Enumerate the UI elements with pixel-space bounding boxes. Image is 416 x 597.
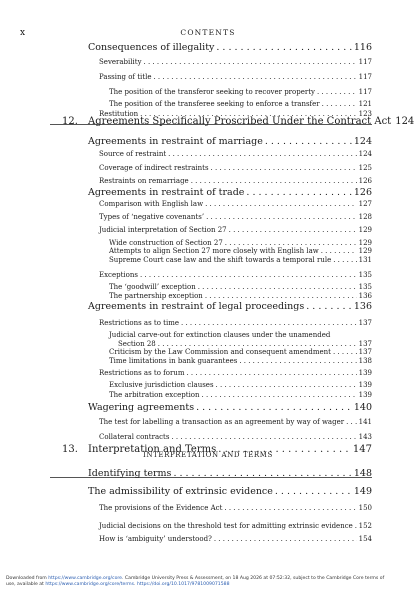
toc-entry[interactable] [99, 164, 372, 172]
toc-entry-title: How is ‘ambiguity’ understood? [99, 535, 212, 543]
page-number: x [20, 28, 26, 38]
toc-entry-page: 137 [358, 348, 372, 356]
footer-link-doi[interactable]: https://doi.org/10.1017/9781009071588 [136, 582, 230, 587]
dot-leader [171, 433, 356, 441]
dot-leader [168, 150, 356, 158]
toc-entry-page: 135 [358, 271, 372, 279]
dot-leader [317, 88, 357, 96]
toc-entry-page: 139 [358, 369, 372, 377]
dot-leader [265, 136, 352, 147]
toc-entry-title: Collateral contracts [99, 433, 170, 441]
toc-entry-title: Identifying terms [88, 468, 172, 479]
toc-chapter[interactable] [62, 444, 372, 455]
toc-entry[interactable] [88, 301, 372, 312]
toc-entry-page: 126 [353, 187, 372, 198]
toc-entry[interactable] [99, 226, 372, 234]
dot-leader [224, 504, 356, 512]
toc-entry[interactable] [109, 348, 372, 356]
toc-entry-page: 139 [358, 391, 372, 399]
dot-leader [214, 535, 357, 543]
dot-leader [218, 444, 351, 455]
dot-leader [216, 381, 357, 389]
toc-entry-title: The position of the transferor seeking to recover property [109, 88, 315, 96]
toc-entry[interactable] [88, 42, 372, 53]
toc-entry-page: 117 [358, 88, 372, 96]
dot-leader [333, 348, 357, 356]
dot-leader [321, 247, 357, 255]
toc-entry-page: 135 [358, 283, 372, 291]
toc-entry-title: Exceptions [99, 271, 138, 279]
toc-entry[interactable] [99, 213, 372, 221]
toc-entry[interactable] [99, 58, 372, 66]
dot-leader [346, 418, 357, 426]
dot-leader [158, 340, 357, 348]
toc-entry[interactable] [109, 239, 372, 247]
toc-entry-page: 143 [358, 433, 372, 441]
toc-entry-page: 138 [358, 357, 372, 365]
toc-entry-title: Consequences of illegality [88, 42, 215, 53]
toc-entry-title: Time limitations in bank guarantees [109, 357, 238, 365]
toc-entry[interactable] [109, 88, 372, 96]
toc-entry[interactable] [88, 468, 372, 479]
toc-entry-title: Restrictions as to forum [99, 369, 185, 377]
dot-leader [153, 73, 356, 81]
toc-entry-title [62, 444, 216, 455]
toc-entry-page: 150 [358, 504, 372, 512]
dot-leader [333, 256, 356, 264]
dot-leader [306, 301, 352, 312]
footer-link-terms[interactable]: https://www.cambridge.org/core/terms [45, 582, 135, 587]
toc-entry[interactable] [109, 391, 372, 399]
toc-entry[interactable] [109, 381, 372, 389]
toc-entry-page: 141 [358, 418, 372, 426]
toc-entry-title: Section 28 [118, 340, 156, 348]
toc-entry-title: The provisions of the Evidence Act [99, 504, 223, 512]
running-head: CONTENTS [180, 28, 236, 37]
dot-leader [198, 283, 357, 291]
toc-entry-page: 136 [353, 301, 372, 312]
dot-leader [144, 58, 357, 66]
dot-leader [181, 319, 357, 327]
toc-entry-page: 137 [358, 319, 372, 327]
toc-entry[interactable] [88, 486, 372, 497]
toc-entry-title-line1: Judicial carve-out for extinction clauses under the unamended [109, 331, 331, 339]
toc-entry-title [62, 116, 391, 127]
toc-entry-page: 148 [353, 468, 372, 479]
footer-text: Downloaded from [6, 576, 49, 581]
toc-entry[interactable] [99, 433, 372, 441]
toc-entry-page: 129 [358, 247, 372, 255]
toc-entry-title: Restitution [99, 110, 139, 118]
toc-entry-title: Judicial interpretation of Section 27 [99, 226, 227, 234]
toc-entry-title: Supreme Court case law and the shift towards a temporal rule [109, 256, 332, 264]
footer-link-core[interactable]: https://www.cambridge.org/core [48, 576, 123, 581]
dot-leader [202, 391, 357, 399]
dot-leader [216, 42, 351, 53]
toc-entry-title: Restrictions as to time [99, 319, 179, 327]
footer-text: . Cambridge University Press & Assessment, on 18 Aug 2026 at 07:52:32, subject to the Cambridge Core terms of [122, 576, 385, 581]
toc-entry[interactable] [99, 535, 372, 543]
footer-text: . [134, 582, 137, 587]
toc-entry[interactable] [99, 319, 372, 327]
toc-entry-page: 123 [358, 110, 372, 118]
chapter-number: 12. [62, 116, 78, 127]
toc-entry[interactable] [109, 256, 372, 264]
toc-entry[interactable] [99, 73, 372, 81]
toc-entry-page: 154 [358, 535, 372, 543]
toc-entry-title: The partnership exception [109, 292, 203, 300]
toc-entry-title: The test for labelling a transaction as an agreement by way of wager [99, 418, 345, 426]
toc-entry-title: Coverage of indirect restraints [99, 164, 209, 172]
toc-entry-page: 139 [358, 381, 372, 389]
toc-entry-page: 127 [358, 200, 372, 208]
toc-entry[interactable] [99, 150, 372, 158]
toc-entry-page: 149 [353, 486, 372, 497]
toc-entry-title: Attempts to align Section 27 more closely with English law [109, 247, 319, 255]
toc-entry[interactable] [88, 402, 372, 413]
dot-leader [246, 187, 351, 198]
toc-entry[interactable] [99, 369, 372, 377]
toc-entry[interactable] [109, 247, 372, 255]
chapter-title: Interpretation and Terms [88, 444, 217, 455]
toc-entry[interactable] [99, 418, 372, 426]
dot-leader [355, 522, 357, 530]
toc-entry[interactable] [99, 271, 372, 279]
toc-chapter[interactable] [62, 116, 415, 127]
toc-entry-title: Agreements in restraint of legal proceedings [88, 301, 305, 312]
toc-entry-page: 121 [358, 100, 372, 108]
toc-entry-page: 131 [358, 256, 372, 264]
toc-entry-page: 152 [358, 522, 372, 530]
toc-entry-page: 124 [395, 116, 415, 127]
toc-entry-title: Judicial decisions on the threshold test for admitting extrinsic evidence [99, 522, 353, 530]
toc-entry-title: The ‘goodwill’ exception [109, 283, 196, 291]
toc-entry[interactable] [109, 100, 372, 108]
dot-leader [322, 100, 357, 108]
toc-entry-page: 129 [358, 226, 372, 234]
toc-entry-title: Source of restraint [99, 150, 167, 158]
toc-entry-title: Passing of title [99, 73, 152, 81]
dot-leader [186, 369, 356, 377]
toc-entry-title: Restraints on remarriage [99, 177, 189, 185]
toc-entry[interactable] [109, 283, 372, 291]
toc-entry-page: 129 [358, 239, 372, 247]
chapter-title: Agreements Specifically Proscribed Under the Contract Act [88, 116, 392, 127]
toc-entry-title: Exclusive jurisdiction clauses [109, 381, 214, 389]
footer-text: use, available at [6, 582, 46, 587]
toc-entry-page: 124 [358, 150, 372, 158]
toc-entry[interactable] [99, 522, 372, 530]
toc-entry-title: Agreements in restraint of marriage [88, 136, 263, 147]
dot-leader [225, 239, 357, 247]
dot-leader [196, 402, 352, 413]
toc-entry-page: 117 [358, 58, 372, 66]
chapter-number: 13. [62, 444, 78, 455]
toc-entry-page: 140 [353, 402, 372, 413]
toc-entry-title: Comparison with English law [99, 200, 204, 208]
toc-entry[interactable] [88, 136, 372, 147]
toc-entry-page: 125 [358, 164, 372, 172]
toc-entry[interactable] [118, 340, 372, 348]
dot-leader [173, 468, 351, 479]
toc-entry-title: The position of the transferee seeking to enforce a transfer [109, 100, 320, 108]
toc-entry-title: Types of ‘negative covenants’ [99, 213, 205, 221]
dot-leader [205, 200, 357, 208]
toc-entry-page: 124 [353, 136, 372, 147]
toc-entry-page: 136 [358, 292, 372, 300]
toc-entry-page: 117 [358, 73, 372, 81]
toc-entry[interactable] [109, 292, 372, 300]
download-footer [6, 576, 412, 588]
toc-entry-page: 126 [358, 177, 372, 185]
toc-entry-title: Agreements in restraint of trade [88, 187, 245, 198]
toc-entry-title: Criticism by the Law Commission and consequent amendment [109, 348, 331, 356]
toc-entry-title: The admissibility of extrinsic evidence [88, 486, 273, 497]
toc-entry-page: 128 [358, 213, 372, 221]
toc-entry[interactable] [99, 177, 372, 185]
toc-entry[interactable] [99, 200, 372, 208]
dot-leader [205, 292, 357, 300]
section-heading: INTERPRETATION AND TERMS [143, 451, 273, 459]
dot-leader [211, 164, 357, 172]
toc-entry-page: 116 [353, 42, 372, 53]
dot-leader [239, 357, 356, 365]
toc-entry-page: 147 [352, 444, 372, 455]
toc-entry-page: 137 [358, 340, 372, 348]
dot-leader [206, 213, 357, 221]
toc-entry[interactable] [88, 187, 372, 198]
dot-leader [229, 226, 357, 234]
toc-entry-title: Wagering agreements [88, 402, 195, 413]
dot-leader [191, 177, 357, 185]
toc-entry-title: The arbitration exception [109, 391, 200, 399]
toc-entry[interactable] [109, 357, 372, 365]
toc-entry-title: Wide construction of Section 27 [109, 239, 223, 247]
toc-entry[interactable] [99, 504, 372, 512]
toc-entry-title: Severability [99, 58, 142, 66]
dot-leader [275, 486, 352, 497]
dot-leader [140, 271, 357, 279]
